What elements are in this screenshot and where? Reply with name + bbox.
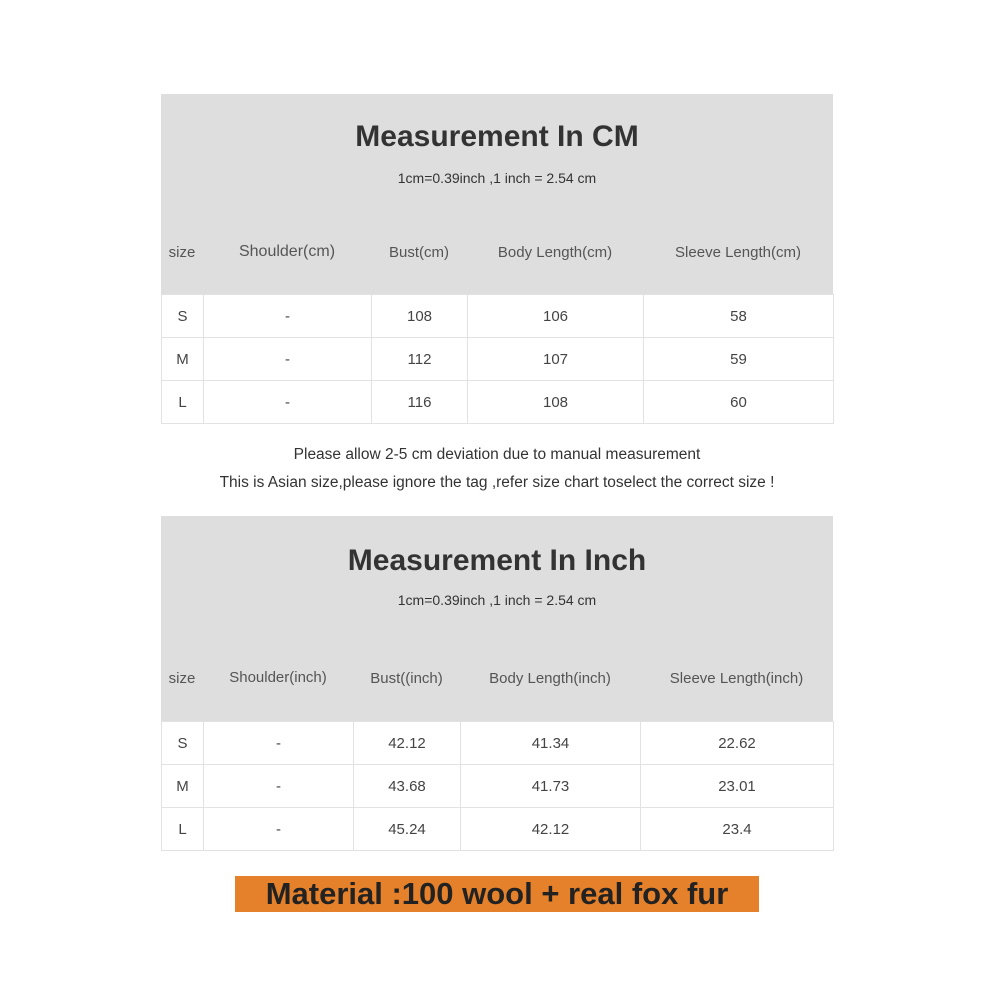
inch-subtitle: 1cm=0.39inch ,1 inch = 2.54 cm [397,592,597,608]
cell-size: S [162,722,204,765]
asian-size-note: This is Asian size,please ignore the tag ,refer size chart toselect the correct size ! [219,474,775,491]
inch-col-sleeve-length: Sleeve Length(inch) [669,670,804,687]
cm-table [161,294,834,424]
cell-sleeve-length: 58 [644,295,834,338]
cell-shoulder: - [204,381,372,424]
cell-sleeve-length: 23.4 [641,808,834,851]
table-row [162,765,834,808]
cell-body-length: 41.73 [461,765,641,808]
inch-col-size: size [168,670,196,687]
cell-body-length: 42.12 [461,808,641,851]
inch-col-shoulder: Shoulder(inch) [229,669,327,686]
cell-sleeve-length: 60 [644,381,834,424]
inch-title: Measurement In Inch [347,544,647,577]
cm-col-size: size [168,244,196,261]
cell-body-length: 107 [468,338,644,381]
cell-size: L [162,808,204,851]
cell-shoulder: - [204,338,372,381]
cm-size-chart [161,94,833,424]
inch-col-body-length: Body Length(inch) [489,670,611,687]
table-row [162,338,834,381]
measurement-notes [161,444,833,500]
cell-body-length: 108 [468,381,644,424]
cell-sleeve-length: 59 [644,338,834,381]
inch-table [161,721,834,851]
cell-sleeve-length: 22.62 [641,722,834,765]
inch-header [161,516,833,721]
cell-bust: 42.12 [354,722,461,765]
cell-bust: 108 [372,295,468,338]
deviation-note: Please allow 2-5 cm deviation due to manual measurement [293,446,701,463]
cell-size: M [162,765,204,808]
cell-bust: 43.68 [354,765,461,808]
cell-shoulder: - [204,765,354,808]
cell-bust: 112 [372,338,468,381]
cm-col-bust: Bust(cm) [389,244,449,261]
table-row [162,808,834,851]
cell-bust: 45.24 [354,808,461,851]
inch-size-chart [161,516,833,851]
cm-col-body-length: Body Length(cm) [497,244,613,261]
table-row [162,722,834,765]
cm-subtitle: 1cm=0.39inch ,1 inch = 2.54 cm [397,170,597,186]
cell-size: S [162,295,204,338]
cell-body-length: 106 [468,295,644,338]
table-row [162,295,834,338]
cell-bust: 116 [372,381,468,424]
cell-shoulder: - [204,808,354,851]
cell-size: L [162,381,204,424]
cm-col-shoulder: Shoulder(cm) [238,243,336,260]
cm-title: Measurement In CM [355,120,639,153]
cm-header [161,94,833,294]
material-banner: Material :100 wool + real fox fur [235,876,759,912]
inch-col-bust: Bust((inch) [370,670,443,687]
cm-col-sleeve-length: Sleeve Length(cm) [675,244,801,261]
cell-sleeve-length: 23.01 [641,765,834,808]
cell-shoulder: - [204,295,372,338]
table-row [162,381,834,424]
cell-size: M [162,338,204,381]
cell-body-length: 41.34 [461,722,641,765]
cell-shoulder: - [204,722,354,765]
